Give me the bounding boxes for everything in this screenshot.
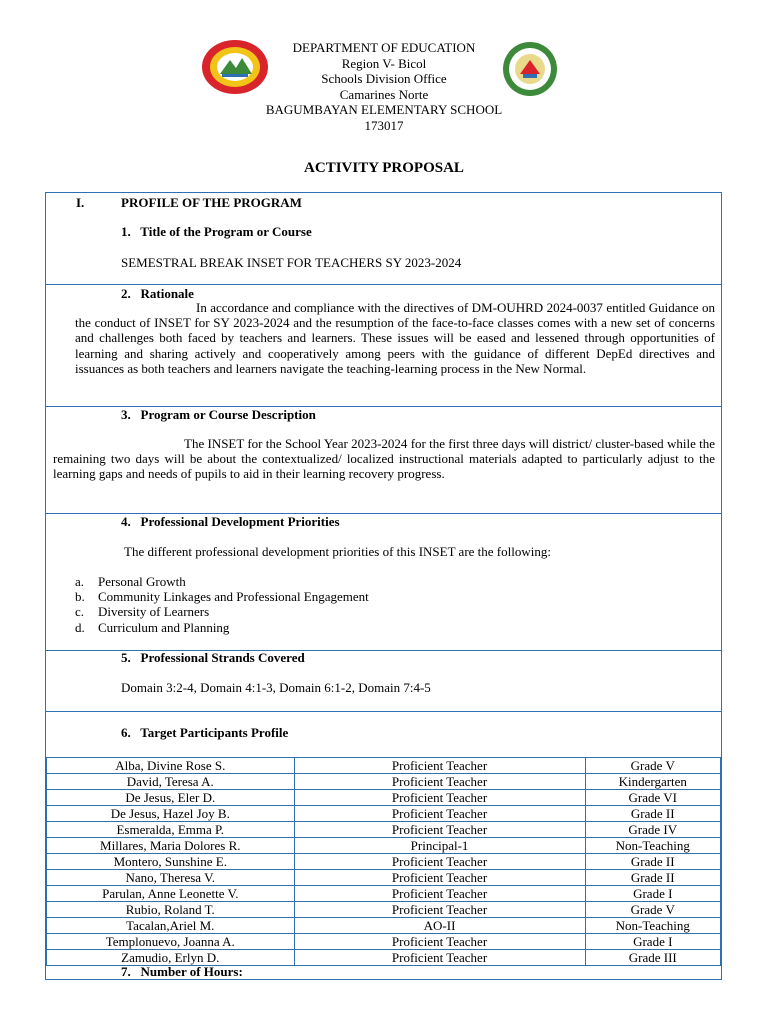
participant-position: Proficient Teacher bbox=[294, 950, 585, 966]
participant-name: Alba, Divine Rose S. bbox=[47, 758, 295, 774]
table-row bbox=[47, 886, 721, 902]
participant-assignment: Grade I bbox=[585, 934, 720, 950]
participant-assignment: Grade IV bbox=[585, 822, 720, 838]
strands-text: Domain 3:2-4, Domain 4:1-3, Domain 6:1-2, Domain 7:4-5 bbox=[121, 680, 431, 695]
section-description bbox=[46, 407, 721, 514]
table-row bbox=[47, 870, 721, 886]
list-item: Curriculum and Planning bbox=[98, 620, 230, 635]
section-heading: PROFILE OF THE PROGRAM bbox=[121, 195, 302, 210]
participant-name: Millares, Maria Dolores R. bbox=[47, 838, 295, 854]
list-letter: c. bbox=[75, 604, 85, 619]
header-line: Camarines Norte bbox=[339, 86, 429, 102]
section-numeral: I. bbox=[76, 195, 85, 210]
table-row bbox=[47, 758, 721, 774]
participant-position: AO-II bbox=[294, 918, 585, 934]
table-row bbox=[47, 806, 721, 822]
participant-position: Proficient Teacher bbox=[294, 902, 585, 918]
participant-name: De Jesus, Hazel Joy B. bbox=[47, 806, 295, 822]
participant-position: Proficient Teacher bbox=[294, 854, 585, 870]
table-row bbox=[47, 854, 721, 870]
list-letter: b. bbox=[75, 589, 85, 604]
participant-assignment: Grade II bbox=[585, 806, 720, 822]
table-row bbox=[47, 790, 721, 806]
item-heading: 1. Title of the Program or Course bbox=[121, 224, 312, 239]
participant-name: Tacalan,Ariel M. bbox=[47, 918, 295, 934]
participants-table bbox=[46, 757, 721, 966]
header-line: Region V- Bicol bbox=[341, 55, 427, 71]
section-priorities bbox=[46, 514, 721, 651]
participant-assignment: Grade II bbox=[585, 870, 720, 886]
participant-assignment: Grade I bbox=[585, 886, 720, 902]
participant-position: Proficient Teacher bbox=[294, 886, 585, 902]
participant-assignment: Grade II bbox=[585, 854, 720, 870]
description-text: The INSET for the School Year 2023-2024 for the first three days will district/ cluster-based while the remaining two days will be about the contextualized/ localized instructional materials adapted to particularly adjust to the learning gaps and needs of pupils to aid in their learning recovery progress. bbox=[53, 436, 715, 482]
header-line: Schools Division Office bbox=[321, 71, 447, 86]
participant-position: Proficient Teacher bbox=[294, 806, 585, 822]
table-row bbox=[47, 934, 721, 950]
table-row bbox=[47, 918, 721, 934]
section-rationale bbox=[46, 285, 721, 407]
document-title: ACTIVITY PROPOSAL bbox=[304, 160, 464, 176]
section-participants bbox=[46, 712, 721, 757]
participant-position: Proficient Teacher bbox=[294, 758, 585, 774]
list-letter: d. bbox=[75, 620, 85, 635]
participant-name: Montero, Sunshine E. bbox=[47, 854, 295, 870]
header-line: DEPARTMENT OF EDUCATION bbox=[292, 40, 476, 55]
participant-name: Rubio, Roland T. bbox=[47, 902, 295, 918]
item-heading: 6. Target Participants Profile bbox=[121, 725, 289, 740]
item-heading: 5. Professional Strands Covered bbox=[121, 650, 305, 665]
participant-assignment: Non-Teaching bbox=[585, 838, 720, 854]
participant-position: Proficient Teacher bbox=[294, 790, 585, 806]
program-title-value: SEMESTRAL BREAK INSET FOR TEACHERS SY 2023-2024 bbox=[121, 255, 462, 270]
table-row bbox=[47, 822, 721, 838]
participant-assignment: Grade III bbox=[585, 950, 720, 966]
section-profile bbox=[46, 193, 721, 285]
participant-assignment: Grade VI bbox=[585, 790, 720, 806]
participant-position: Proficient Teacher bbox=[294, 934, 585, 950]
header-line: BAGUMBAYAN ELEMENTARY SCHOOL bbox=[265, 102, 503, 117]
participant-assignment: Grade V bbox=[585, 902, 720, 918]
document-header bbox=[0, 40, 768, 133]
participant-name: Esmeralda, Emma P. bbox=[47, 822, 295, 838]
item-heading: 7. Number of Hours: bbox=[121, 964, 243, 979]
priorities-intro: The different professional development priorities of this INSET are the following: bbox=[124, 544, 551, 559]
participant-position: Principal-1 bbox=[294, 838, 585, 854]
item-heading: 3. Program or Course Description bbox=[121, 407, 316, 422]
participant-name: Parulan, Anne Leonette V. bbox=[47, 886, 295, 902]
participant-name: Nano, Theresa V. bbox=[47, 870, 295, 886]
table-row bbox=[47, 838, 721, 854]
participant-position: Proficient Teacher bbox=[294, 870, 585, 886]
participant-position: Proficient Teacher bbox=[294, 774, 585, 790]
list-item: Community Linkages and Professional Engagement bbox=[98, 589, 369, 604]
section-strands bbox=[46, 651, 721, 712]
list-item: Diversity of Learners bbox=[98, 604, 210, 619]
participant-name: Templonuevo, Joanna A. bbox=[47, 934, 295, 950]
table-row bbox=[47, 902, 721, 918]
rationale-text: In accordance and compliance with the directives of DM-OUHRD 2024-0037 entitled Guidance on the conduct of INSET for SY 2023-2024 and the resumption of the face-to-face classes comes with a new set of concerns and challenges both faced by teachers and learners. These issues will be eased and lessened through opportunities of learning and sharing actively and cooperatively among peers with the guidance of different DepEd directives and issuances as both teachers and learners navigate the teaching-learning process in the New Normal. bbox=[75, 300, 715, 376]
participant-position: Proficient Teacher bbox=[294, 822, 585, 838]
list-item: Personal Growth bbox=[98, 574, 186, 589]
participant-assignment: Grade V bbox=[585, 758, 720, 774]
item-heading: 2. Rationale bbox=[121, 286, 194, 301]
header-line: 173017 bbox=[364, 117, 404, 133]
list-letter: a. bbox=[75, 574, 85, 589]
item-heading: 4. Professional Development Priorities bbox=[121, 514, 340, 529]
proposal-table bbox=[45, 192, 722, 980]
participant-name: De Jesus, Eler D. bbox=[47, 790, 295, 806]
participant-name: Zamudio, Erlyn D. bbox=[47, 950, 295, 966]
participant-name: David, Teresa A. bbox=[47, 774, 295, 790]
participant-assignment: Kindergarten bbox=[585, 774, 720, 790]
table-row bbox=[47, 774, 721, 790]
participant-assignment: Non-Teaching bbox=[585, 918, 720, 934]
